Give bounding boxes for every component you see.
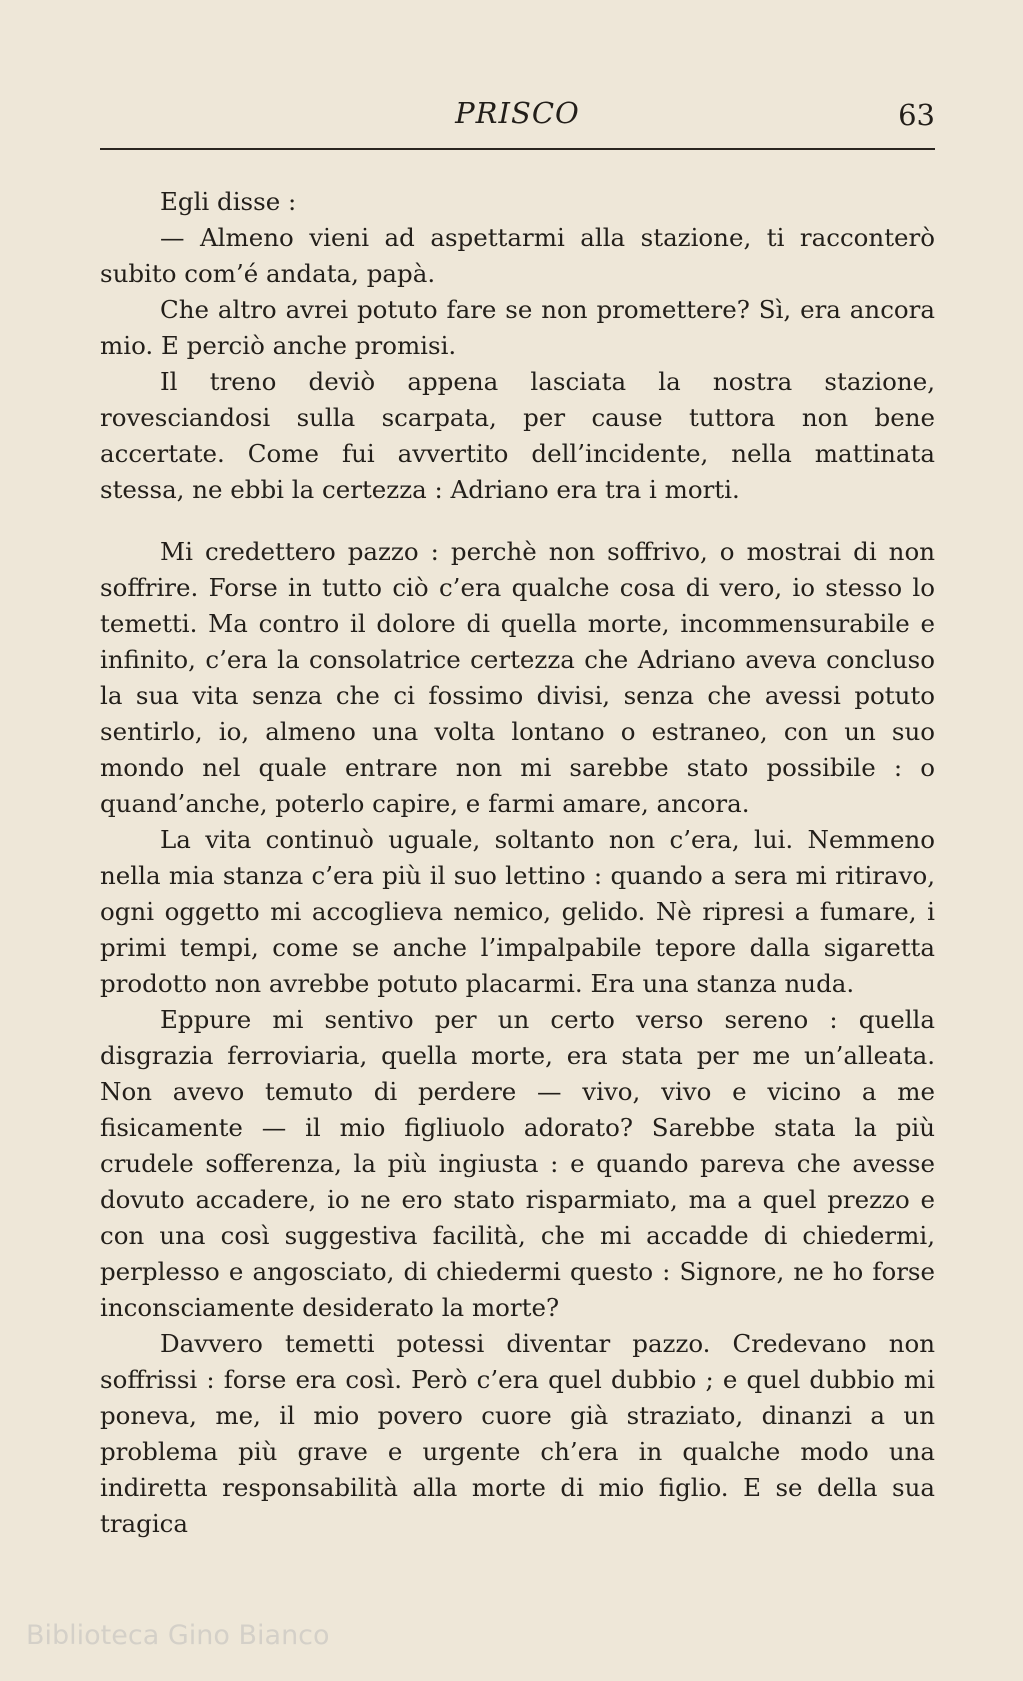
library-watermark: Biblioteca Gino Bianco	[26, 1620, 330, 1651]
paragraph: Egli disse :	[160, 187, 297, 216]
paragraph: Eppure mi sentivo per un certo verso sereno : quella disgrazia ferroviaria, quella morte, era stata per me un’alleata. Non avevo temuto di perdere — vivo, vivo e vicino a me fisicamente — il mio figliuolo adorato? Sarebbe stata la più crudele sofferenza, la più ingiusta : e quando pareva che avesse dovuto accadere, io ne ero stato risparmiato, ma a quel prezzo e con una così suggestiva facilità, che mi accadde di chiedermi, perplesso e angosciato, di chiedermi questo : Signore, ne ho forse inconsciamente desiderato la morte?	[100, 1005, 935, 1322]
running-title: PRISCO	[455, 96, 580, 130]
paragraph: Che altro avrei potuto fare se non promettere? Sì, era ancora mio. E perciò anche promisi.	[100, 295, 935, 360]
paragraph: Il treno deviò appena lasciata la nostra stazione, rovesciandosi sulla scarpata, per cause tuttora non bene accertate. Come fui avvertito dell’incidente, nella mattinata stessa, ne ebbi la certezza : Adriano era tra i morti.	[100, 367, 935, 504]
body-text	[100, 184, 935, 1542]
paragraph: Mi credettero pazzo : perchè non soffrivo, o mostrai di non soffrire. Forse in tutto ciò c’era qualche cosa di vero, io stesso lo temetti. Ma contro il dolore di quella morte, incommensurabile e infinito, c’era la consolatrice certezza che Adriano aveva concluso la sua vita senza che ci fossimo divisi, senza che avessi potuto sentirlo, io, almeno una volta lontano o estraneo, con un suo mondo nel quale entrare non mi sarebbe stato possibile : o quand’anche, poterlo capire, e farmi amare, ancora.	[100, 537, 935, 818]
header-rule	[100, 148, 935, 150]
page-header	[100, 96, 935, 138]
paragraph: — Almeno vieni ad aspettarmi alla stazione, ti racconterò subito com’é andata, papà.	[100, 223, 935, 288]
page-number: 63	[898, 98, 935, 132]
paragraph: Davvero temetti potessi diventar pazzo. Credevano non soffrissi : forse era così. Però c’era quel dubbio ; e quel dubbio mi poneva, me, il mio povero cuore già straziato, dinanzi a un problema più grave e urgente ch’era in qualche modo una indiretta responsabilità alla morte di mio figlio. E se della sua tragica	[100, 1329, 935, 1538]
paragraph: La vita continuò uguale, soltanto non c’era, lui. Nemmeno nella mia stanza c’era più il suo lettino : quando a sera mi ritiravo, ogni oggetto mi accoglieva nemico, gelido. Nè ripresi a fumare, i primi tempi, come se anche l’impalpabile tepore dalla sigaretta prodotto non avrebbe potuto placarmi. Era una stanza nuda.	[100, 825, 935, 998]
